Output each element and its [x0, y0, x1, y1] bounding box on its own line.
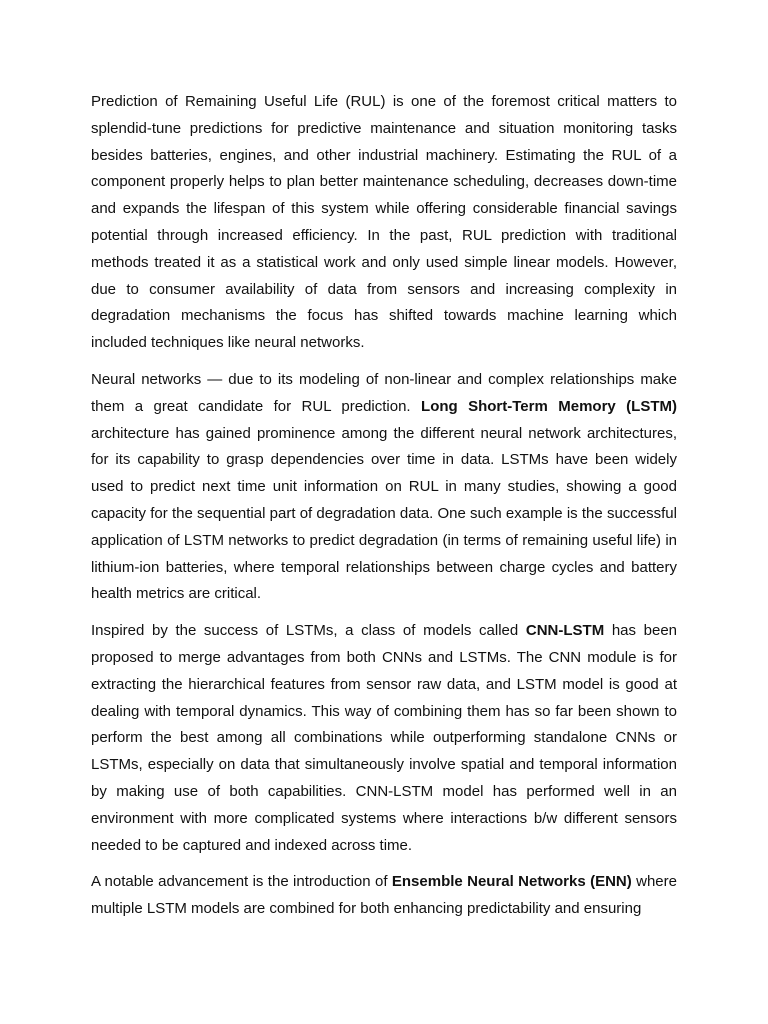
paragraph-rul-intro [91, 89, 677, 357]
bold-term-cnn-lstm: CNN-LSTM [525, 622, 605, 640]
paragraph-lstm [91, 367, 677, 608]
paragraph-text: has been proposed to merge advantages from both CNNs and LSTMs. The CNN module is for extracting the hierarchical features from sensor raw data, and LSTM model is good at dealing with temporal dynamics. This way of combining them has so far been shown to perform the best among all combinations while outperforming standalone CNNs or LSTMs, especially on data that simultaneously involve spatial and temporal information by making use of both capabilities. CNN-LSTM model has performed well in an environment with more complicated systems where interactions b/w different sensors needed to be captured and indexed across time. [91, 622, 678, 854]
document-page [91, 89, 677, 933]
paragraph-text: architecture has gained prominence among the different neural network architectures, for its capability to grasp dependencies over time in data. LSTMs have been widely used to predict next time unit information on RUL in many studies, showing a good capacity for the sequential part of degradation data. One such example is the successful application of LSTM networks to predict degradation (in terms of remaining useful life) in lithium-ion batteries, where temporal relationships between charge cycles and battery health metrics are critical. [91, 424, 677, 603]
paragraph-text: Inspired by the success of LSTMs, a class of models called [91, 622, 526, 640]
bold-term-enn: Ensemble Neural Networks (ENN) [391, 873, 632, 891]
paragraph-text: Neural networks — due to its modeling of non-linear and complex relationships make them a great candidate for RUL prediction. [91, 370, 677, 415]
paragraph-enn [91, 869, 677, 923]
bold-term-lstm: Long Short-Term Memory (LSTM) [421, 397, 677, 415]
paragraph-text: where multiple LSTM models are combined for both enhancing predictability and ensuring [91, 873, 677, 918]
paragraph-text: Prediction of Remaining Useful Life (RUL) is one of the foremost critical matters to splendid-tune predictions for predictive maintenance and situation monitoring tasks besides batteries, engines, and other industrial machinery. Estimating the RUL of a component properly helps to plan better maintenance scheduling, decreases down-time and expands the lifespan of this system while offering considerable financial savings potential through increased efficiency. In the past, RUL prediction with traditional methods treated it as a statistical work and only used simple linear models. However, due to consumer availability of data from sensors and increasing complexity in degradation mechanisms the focus has shifted towards machine learning which included techniques like neural networks. [91, 93, 677, 352]
paragraph-text: A notable advancement is the introduction of [91, 873, 392, 891]
paragraph-cnn-lstm [91, 618, 677, 859]
